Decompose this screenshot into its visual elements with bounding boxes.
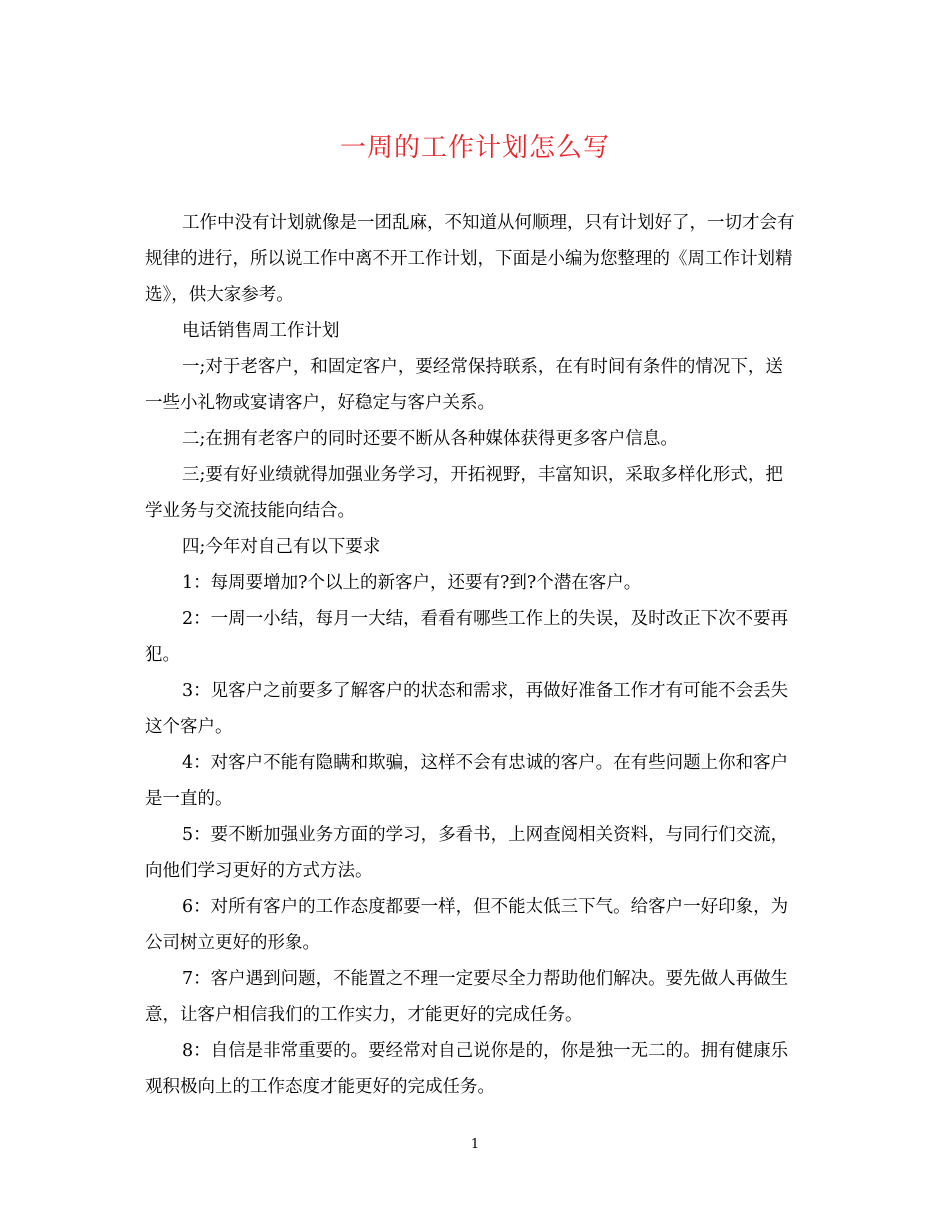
section-heading: 电话销售周工作计划 [182, 321, 340, 341]
plan-item-1: 一;对于老客户，和固定客户，要经常保持联系，在有时间有条件的情况下，送一些小礼物或宴请客户，好稳定与客户关系。 [145, 357, 783, 413]
requirement-6: 6：对所有客户的工作态度都要一样，但不能太低三下气。给客户一好印象，为公司树立更好的形象。 [145, 897, 789, 953]
requirement-3: 3：见客户之前要多了解客户的状态和需求，再做好准备工作才有可能不会丢失这个客户。 [145, 681, 789, 737]
plan-item-4: 四;今年对自己有以下要求 [182, 537, 381, 557]
page-number: 1 [470, 1137, 480, 1152]
plan-item-2: 二;在拥有老客户的同时还要不断从各种媒体获得更多客户信息。 [182, 429, 678, 449]
requirement-2: 2：一周一小结，每月一大结，看看有哪些工作上的失误，及时改正下次不要再犯。 [145, 609, 789, 665]
requirement-5: 5：要不断加强业务方面的学习，多看书，上网查阅相关资料，与同行们交流，向他们学习更好的方式方法。 [145, 825, 789, 881]
plan-item-3: 三;要有好业绩就得加强业务学习，开拓视野，丰富知识，采取多样化形式，把学业务与交流技能向结合。 [145, 465, 783, 521]
intro-paragraph: 工作中没有计划就像是一团乱麻，不知道从何顺理，只有计划好了，一切才会有规律的进行，所以说工作中离不开工作计划，下面是小编为您整理的《周工作计划精选》，供大家参考。 [145, 213, 795, 305]
requirement-8: 8：自信是非常重要的。要经常对自己说你是的，你是独一无二的。拥有健康乐观积极向上的工作态度才能更好的完成任务。 [145, 1041, 789, 1097]
requirement-4: 4：对客户不能有隐瞒和欺骗，这样不会有忠诚的客户。在有些问题上你和客户是一直的。 [145, 753, 789, 809]
requirement-7: 7：客户遇到问题，不能置之不理一定要尽全力帮助他们解决。要先做人再做生意，让客户相信我们的工作实力，才能更好的完成任务。 [145, 969, 789, 1025]
document-body [145, 205, 800, 1105]
requirement-1: 1：每周要增加?个以上的新客户，还要有?到?个潜在客户。 [182, 573, 642, 593]
document-title: 一周的工作计划怎么写 [339, 133, 610, 163]
